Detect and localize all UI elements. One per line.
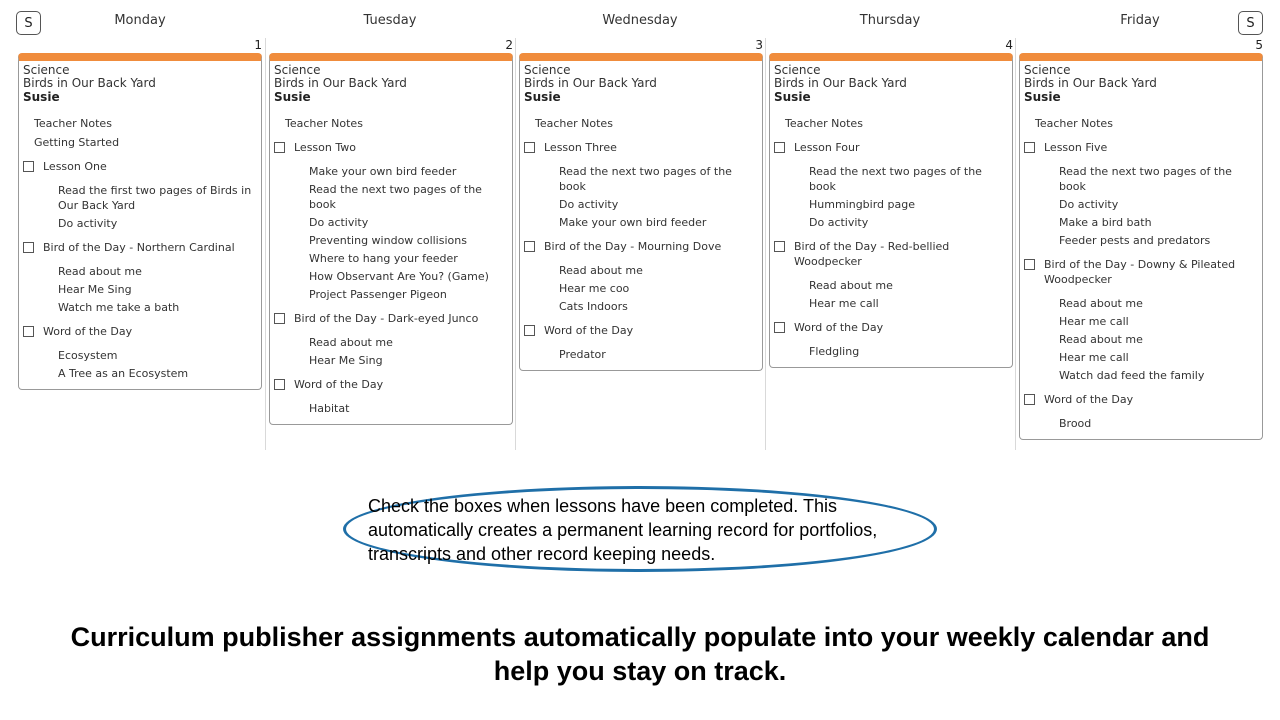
assignment-subitem[interactable] bbox=[1020, 350, 1262, 365]
item-label: Word of the Day bbox=[294, 378, 384, 391]
completion-checkbox[interactable] bbox=[1024, 394, 1035, 405]
lesson-item bbox=[770, 239, 1012, 269]
assignment-subitem[interactable] bbox=[270, 287, 512, 302]
column-divider bbox=[1015, 38, 1016, 450]
item-label[interactable]: Read about me bbox=[809, 279, 893, 292]
item-label[interactable]: Where to hang your feeder bbox=[309, 252, 458, 265]
item-label[interactable]: Read the first two pages of Birds in Our Back Yard bbox=[58, 184, 252, 212]
column-divider bbox=[765, 38, 766, 450]
lesson-item bbox=[1020, 392, 1262, 407]
item-label[interactable]: Preventing window collisions bbox=[309, 234, 467, 247]
assignment-subitem[interactable] bbox=[770, 296, 1012, 311]
item-label[interactable]: Watch dad feed the family bbox=[1059, 369, 1205, 382]
next-week-button[interactable]: S bbox=[1238, 11, 1263, 35]
assignment-card bbox=[269, 53, 513, 425]
item-label[interactable]: Teacher Notes bbox=[34, 117, 112, 130]
item-label[interactable]: Read about me bbox=[1059, 297, 1143, 310]
assignment-subitem[interactable] bbox=[270, 182, 512, 212]
assignment-subitem[interactable] bbox=[1020, 197, 1262, 212]
day-header: Tuesday bbox=[363, 13, 417, 28]
assignment-subitem[interactable] bbox=[19, 282, 261, 297]
assignment-subitem[interactable] bbox=[1020, 332, 1262, 347]
item-label[interactable]: Read about me bbox=[559, 264, 643, 277]
card-subject: Science bbox=[1024, 63, 1071, 77]
item-label: Word of the Day bbox=[794, 321, 884, 334]
assignment-subitem[interactable] bbox=[770, 278, 1012, 293]
lesson-item bbox=[770, 320, 1012, 335]
assignment-subitem[interactable] bbox=[19, 216, 261, 231]
completion-checkbox[interactable] bbox=[23, 242, 34, 253]
card-link[interactable] bbox=[770, 116, 1012, 131]
prev-week-button[interactable]: S bbox=[16, 11, 41, 35]
assignment-subitem[interactable] bbox=[770, 215, 1012, 230]
card-course-title: Birds in Our Back Yard bbox=[274, 76, 407, 90]
completion-checkbox[interactable] bbox=[274, 313, 285, 324]
item-label[interactable]: Feeder pests and predators bbox=[1059, 234, 1211, 247]
completion-checkbox[interactable] bbox=[524, 325, 535, 336]
completion-checkbox[interactable] bbox=[524, 241, 535, 252]
day-number: 2 bbox=[505, 38, 513, 52]
day-number: 1 bbox=[254, 38, 262, 52]
item-label: Bird of the Day - Northern Cardinal bbox=[43, 241, 235, 254]
assignment-subitem[interactable] bbox=[520, 215, 762, 230]
item-label[interactable]: Read the next two pages of the book bbox=[559, 165, 732, 193]
item-label[interactable]: Do activity bbox=[559, 198, 619, 211]
item-label[interactable]: Read about me bbox=[58, 265, 142, 278]
lesson-item bbox=[520, 239, 762, 254]
item-label[interactable]: Teacher Notes bbox=[785, 117, 863, 130]
assignment-subitem[interactable] bbox=[520, 263, 762, 278]
card-subject: Science bbox=[23, 63, 70, 77]
card-link[interactable] bbox=[520, 116, 762, 131]
assignment-subitem[interactable] bbox=[1020, 368, 1262, 383]
assignment-subitem[interactable] bbox=[270, 269, 512, 284]
completion-checkbox[interactable] bbox=[1024, 142, 1035, 153]
assignment-subitem[interactable] bbox=[1020, 233, 1262, 248]
item-label: Bird of the Day - Dark-eyed Junco bbox=[294, 312, 479, 325]
card-link[interactable] bbox=[1020, 116, 1262, 131]
assignment-subitem[interactable] bbox=[270, 335, 512, 350]
item-label[interactable]: Fledgling bbox=[809, 345, 860, 358]
card-course-title: Birds in Our Back Yard bbox=[23, 76, 156, 90]
item-label[interactable]: Cats Indoors bbox=[559, 300, 628, 313]
item-label[interactable]: Teacher Notes bbox=[285, 117, 363, 130]
lesson-item bbox=[520, 140, 762, 155]
card-course-title: Birds in Our Back Yard bbox=[1024, 76, 1157, 90]
item-label: Word of the Day bbox=[1044, 393, 1134, 406]
assignment-subitem[interactable] bbox=[1020, 314, 1262, 329]
item-label[interactable]: Make your own bird feeder bbox=[309, 165, 457, 178]
item-label[interactable]: Teacher Notes bbox=[1035, 117, 1113, 130]
lesson-item bbox=[19, 240, 261, 255]
item-label[interactable]: Do activity bbox=[1059, 198, 1119, 211]
lesson-item bbox=[19, 324, 261, 339]
item-label[interactable]: Ecosystem bbox=[58, 349, 118, 362]
item-label[interactable]: Read the next two pages of the book bbox=[809, 165, 982, 193]
assignment-subitem[interactable] bbox=[520, 347, 762, 362]
assignment-subitem[interactable] bbox=[520, 164, 762, 194]
item-label[interactable]: Hear me call bbox=[1059, 315, 1129, 328]
item-label[interactable]: Do activity bbox=[58, 217, 118, 230]
assignment-subitem[interactable] bbox=[270, 401, 512, 416]
assignment-subitem[interactable] bbox=[19, 348, 261, 363]
lesson-item bbox=[1020, 257, 1262, 287]
lesson-item bbox=[520, 323, 762, 338]
assignment-card bbox=[519, 53, 763, 371]
card-student-name: Susie bbox=[23, 90, 60, 104]
card-course-title: Birds in Our Back Yard bbox=[774, 76, 907, 90]
item-label[interactable]: Do activity bbox=[309, 216, 369, 229]
card-student-name: Susie bbox=[274, 90, 311, 104]
day-header: Monday bbox=[114, 13, 166, 28]
completion-checkbox[interactable] bbox=[1024, 259, 1035, 270]
assignment-subitem[interactable] bbox=[520, 299, 762, 314]
card-link[interactable] bbox=[270, 116, 512, 131]
item-label[interactable]: A Tree as an Ecosystem bbox=[58, 367, 189, 380]
card-subject: Science bbox=[774, 63, 821, 77]
assignment-card bbox=[769, 53, 1013, 368]
card-student-name: Susie bbox=[774, 90, 811, 104]
assignment-subitem[interactable] bbox=[1020, 296, 1262, 311]
item-label[interactable]: Hear Me Sing bbox=[58, 283, 132, 296]
assignment-subitem[interactable] bbox=[19, 300, 261, 315]
card-link[interactable] bbox=[19, 135, 261, 150]
item-label[interactable]: Read the next two pages of the book bbox=[1059, 165, 1232, 193]
day-number: 5 bbox=[1255, 38, 1263, 52]
item-label[interactable]: Hear Me Sing bbox=[309, 354, 383, 367]
assignment-card bbox=[18, 53, 262, 390]
completion-checkbox[interactable] bbox=[524, 142, 535, 153]
lesson-item bbox=[270, 377, 512, 392]
day-header: Friday bbox=[1120, 13, 1160, 28]
assignment-subitem[interactable] bbox=[19, 366, 261, 381]
item-label[interactable]: Habitat bbox=[309, 402, 350, 415]
assignment-subitem[interactable] bbox=[770, 197, 1012, 212]
item-label: Lesson Four bbox=[794, 141, 860, 154]
card-student-name: Susie bbox=[524, 90, 561, 104]
assignment-subitem[interactable] bbox=[520, 197, 762, 212]
completion-checkbox[interactable] bbox=[774, 241, 785, 252]
item-label[interactable]: Make a bird bath bbox=[1059, 216, 1152, 229]
item-label[interactable]: Getting Started bbox=[34, 136, 120, 149]
item-label[interactable]: Brood bbox=[1059, 417, 1092, 430]
day-header: Thursday bbox=[859, 13, 921, 28]
lesson-item bbox=[19, 159, 261, 174]
item-label: Word of the Day bbox=[544, 324, 634, 337]
item-label[interactable]: Hear me coo bbox=[559, 282, 630, 295]
lesson-item bbox=[270, 140, 512, 155]
item-label[interactable]: How Observant Are You? (Game) bbox=[309, 270, 489, 283]
item-label: Word of the Day bbox=[43, 325, 133, 338]
item-label[interactable]: Predator bbox=[559, 348, 606, 361]
assignment-subitem[interactable] bbox=[770, 164, 1012, 194]
completion-checkbox[interactable] bbox=[23, 161, 34, 172]
item-label[interactable]: Hear me call bbox=[809, 297, 879, 310]
item-label: Bird of the Day - Mourning Dove bbox=[544, 240, 722, 253]
completion-checkbox[interactable] bbox=[274, 142, 285, 153]
assignment-subitem[interactable] bbox=[770, 344, 1012, 359]
assignment-subitem[interactable] bbox=[1020, 215, 1262, 230]
assignment-subitem[interactable] bbox=[19, 183, 261, 213]
assignment-subitem[interactable] bbox=[19, 264, 261, 279]
item-label[interactable]: Do activity bbox=[809, 216, 869, 229]
item-label[interactable]: Watch me take a bath bbox=[58, 301, 180, 314]
item-label: Lesson One bbox=[43, 160, 107, 173]
assignment-subitem[interactable] bbox=[270, 215, 512, 230]
item-label: Lesson Three bbox=[544, 141, 617, 154]
item-label[interactable]: Make your own bird feeder bbox=[559, 216, 707, 229]
day-number: 3 bbox=[755, 38, 763, 52]
item-label[interactable]: Hummingbird page bbox=[809, 198, 916, 211]
item-label[interactable]: Project Passenger Pigeon bbox=[309, 288, 447, 301]
completion-checkbox[interactable] bbox=[274, 379, 285, 390]
item-label: Lesson Five bbox=[1044, 141, 1108, 154]
assignment-subitem[interactable] bbox=[1020, 416, 1262, 431]
card-course-title: Birds in Our Back Yard bbox=[524, 76, 657, 90]
assignment-subitem[interactable] bbox=[270, 353, 512, 368]
assignment-subitem[interactable] bbox=[270, 164, 512, 179]
lesson-item bbox=[270, 311, 512, 326]
assignment-subitem[interactable] bbox=[270, 251, 512, 266]
completion-checkbox[interactable] bbox=[774, 322, 785, 333]
day-number: 4 bbox=[1005, 38, 1013, 52]
item-label[interactable]: Teacher Notes bbox=[535, 117, 613, 130]
completion-checkbox[interactable] bbox=[774, 142, 785, 153]
card-link[interactable] bbox=[19, 116, 261, 131]
column-divider bbox=[265, 38, 266, 450]
day-header: Wednesday bbox=[602, 13, 678, 28]
item-label[interactable]: Read the next two pages of the book bbox=[309, 183, 482, 211]
lesson-item bbox=[1020, 140, 1262, 155]
headline: Curriculum publisher assignments automatically populate into your weekly calendar and help you stay on track. bbox=[70, 622, 1210, 686]
callout-text: Check the boxes when lessons have been completed. This automatically creates a permanent learning record for portfolios, transcripts and other record keeping needs. bbox=[368, 496, 878, 564]
column-divider bbox=[515, 38, 516, 450]
item-label: Bird of the Day - Red-bellied Woodpecker bbox=[794, 240, 950, 268]
item-label: Bird of the Day - Downy & Pileated Woodpecker bbox=[1044, 258, 1236, 286]
assignment-subitem[interactable] bbox=[1020, 164, 1262, 194]
lesson-item bbox=[770, 140, 1012, 155]
item-label[interactable]: Read about me bbox=[309, 336, 393, 349]
card-student-name: Susie bbox=[1024, 90, 1061, 104]
item-label[interactable]: Read about me bbox=[1059, 333, 1143, 346]
card-subject: Science bbox=[524, 63, 571, 77]
assignment-subitem[interactable] bbox=[520, 281, 762, 296]
assignment-subitem[interactable] bbox=[270, 233, 512, 248]
completion-checkbox[interactable] bbox=[23, 326, 34, 337]
card-subject: Science bbox=[274, 63, 321, 77]
assignment-card bbox=[1019, 53, 1263, 440]
item-label[interactable]: Hear me call bbox=[1059, 351, 1129, 364]
item-label: Lesson Two bbox=[294, 141, 356, 154]
